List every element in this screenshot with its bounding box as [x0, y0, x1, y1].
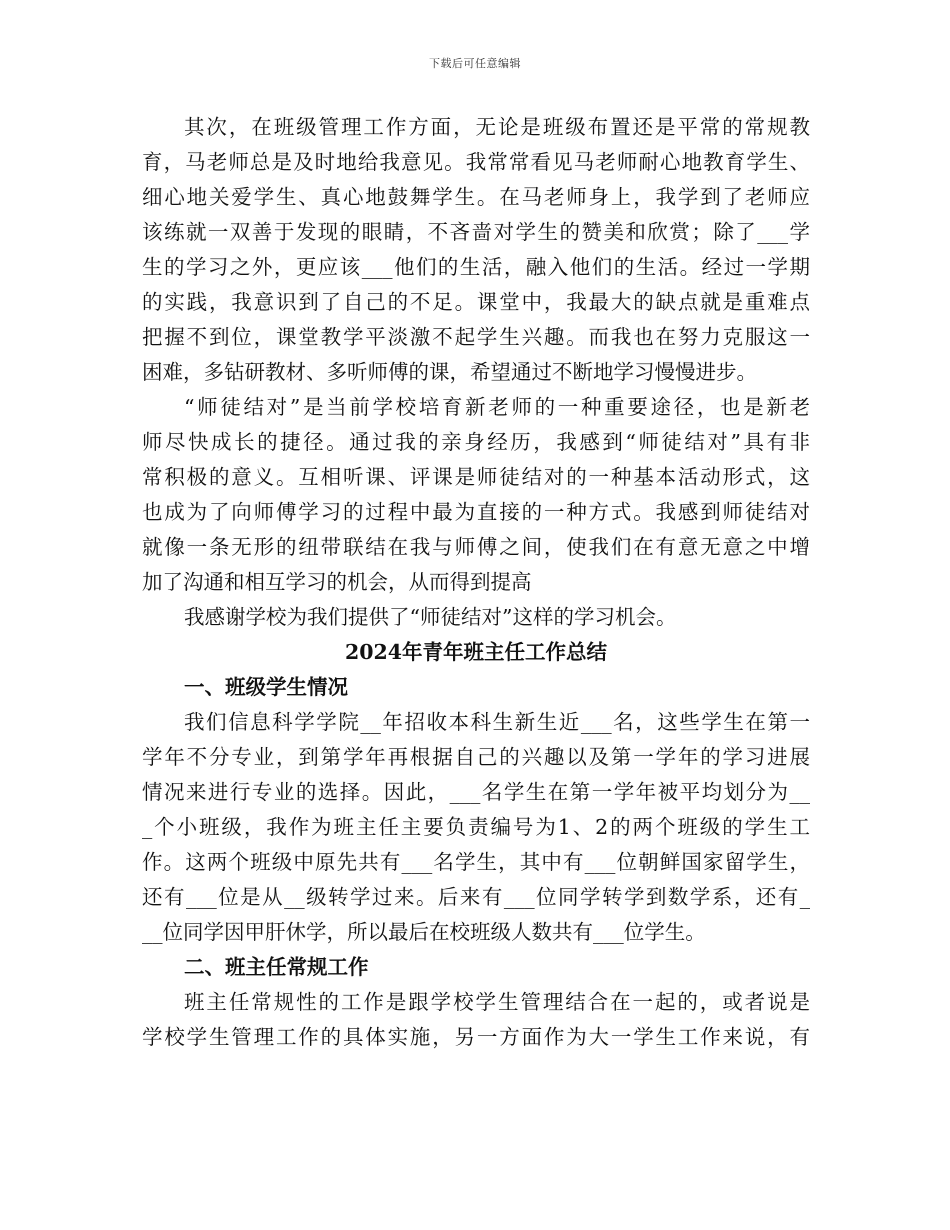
paragraph-line: 作。这两个班级中原先共有___名学生，其中有___位朝鲜国家留学生，	[142, 850, 810, 874]
paragraph-line: 其次，在班级管理工作方面，无论是班级布置还是平常的常规教	[184, 115, 810, 139]
paragraph-mentorship	[142, 390, 810, 600]
paragraph-routine-work	[142, 985, 810, 1055]
paragraph-class-students	[142, 705, 810, 950]
paragraph-line: 还有___位是从__级转学过来。后来有___位同学转学到数学系，还有_	[142, 885, 810, 909]
paragraph-thanks	[142, 600, 810, 635]
section-heading-routine-work: 二、班主任常规工作	[184, 955, 369, 979]
paragraph-line: 常积极的意义。互相听课、评课是师徒结对的一种基本活动形式，这	[142, 465, 810, 489]
document-body	[142, 110, 810, 1055]
paragraph-line: 学校学生管理工作的具体实施，另一方面作为大一学生工作来说，有	[142, 1025, 810, 1049]
section-heading-class-students: 一、班级学生情况	[184, 675, 348, 699]
paragraph-line: 师尽快成长的捷径。通过我的亲身经历，我感到“师徒结对”具有非	[142, 430, 810, 454]
document-title: 2024年青年班主任工作总结	[344, 640, 608, 664]
paragraph-line: “师徒结对”是当前学校培育新老师的一种重要途径，也是新老	[184, 395, 810, 419]
paragraph-line: _个小班级，我作为班主任主要负责编号为1、2的两个班级的学生工	[142, 815, 810, 839]
paragraph-line: 把握不到位，课堂教学平淡激不起学生兴趣。而我也在努力克服这一	[142, 325, 810, 349]
paragraph-line: 生的学习之外，更应该___他们的生活，融入他们的生活。经过一学期	[142, 255, 810, 279]
paragraph-line: 的实践，我意识到了自己的不足。课堂中，我最大的缺点就是重难点	[142, 290, 810, 314]
paragraph-line: 加了沟通和相互学习的机会，从而得到提高	[142, 570, 532, 594]
paragraph-teacher-guidance	[142, 110, 810, 390]
paragraph-line: 我感谢学校为我们提供了“师徒结对”这样的学习机会。	[184, 605, 677, 629]
paragraph-line: 情况来进行专业的选择。因此，___名学生在第一学年被平均划分为__	[142, 780, 810, 804]
paragraph-line: 我们信息科学学院__年招收本科生新生近___名，这些学生在第一	[184, 710, 810, 734]
paragraph-line: 学年不分专业，到第学年再根据自己的兴趣以及第一学年的学习进展	[142, 745, 810, 769]
paragraph-line: 困难，多钻研教材、多听师傅的课，希望通过不断地学习慢慢进步。	[142, 360, 757, 384]
page-header: 下载后可任意编辑	[429, 57, 521, 70]
paragraph-line: 班主任常规性的工作是跟学校学生管理结合在一起的，或者说是	[184, 990, 810, 1014]
paragraph-line: __位同学因甲肝休学，所以最后在校班级人数共有___位学生。	[142, 920, 706, 944]
paragraph-line: 也成为了向师傅学习的过程中最为直接的一种方式。我感到师徒结对	[142, 500, 810, 524]
paragraph-line: 就像一条无形的纽带联结在我与师傅之间，使我们在有意无意之中增	[142, 535, 810, 559]
paragraph-line: 细心地关爱学生、真心地鼓舞学生。在马老师身上，我学到了老师应	[142, 185, 810, 209]
paragraph-line: 育，马老师总是及时地给我意见。我常常看见马老师耐心地教育学生、	[142, 150, 810, 174]
paragraph-line: 该练就一双善于发现的眼睛，不吝啬对学生的赞美和欣赏；除了___学	[142, 220, 810, 244]
